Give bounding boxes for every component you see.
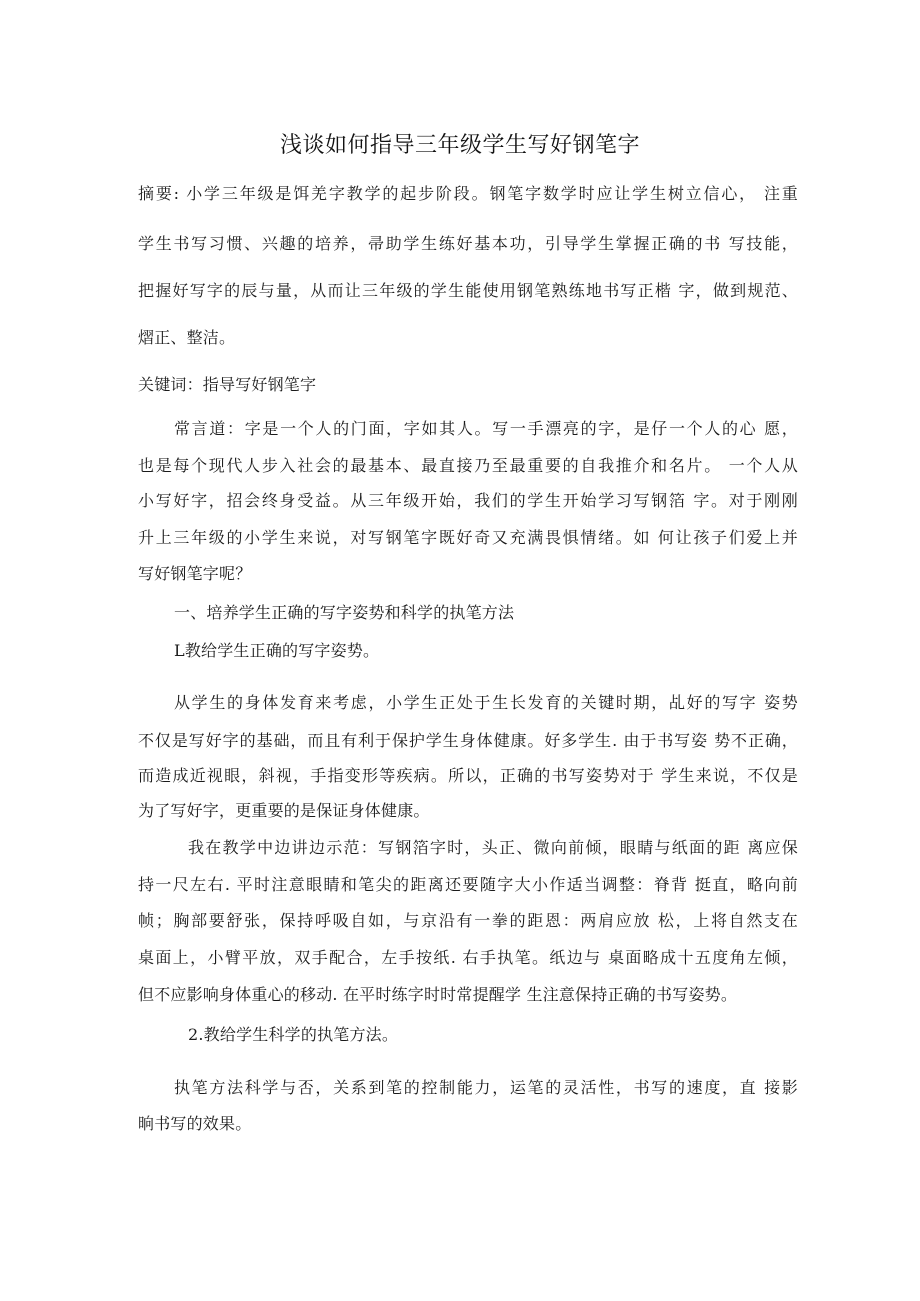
para1-line-3: 而造成近视眼，斜视，手指变形等疾病。所以，正确的书写姿势对于 学生来说，不仅是 [138, 766, 798, 785]
para2-line-4: 桌面上，小臂平放，双手配合，左手按纸. 右手执笔。纸边与 桌面略成十五度角左倾， [138, 948, 798, 967]
document-title: 浅谈如何指导三年级学生写好钢笔字 [279, 133, 640, 158]
para1-line-1: 从学生的身体发育来考虑，小学生正处于生长发育的关键时期，乩好的写字 姿势 [174, 693, 798, 712]
abstract-line-3: 把握好写字的辰与量，从而让三年级的学生能使用钢笔熟练地书写正楷 字，做到规范、 [138, 281, 798, 300]
abstract-line-2: 学生书写习惯、兴趣的培养，帚助学生练好基本功，引导学生掌握正确的书 写技能， [138, 234, 798, 253]
abstract-line-1: 摘要: 小学三年级是饵羌字教学的起步阶段。钢笔字数学时应让学生树立信心， 注重 [138, 184, 798, 203]
para2-line-2: 持一尺左右. 平时注意眼睛和笔尖的距离还要随字大小作适当调整：脊背 挺直，略向前 [138, 875, 798, 894]
para3-line-2: 晌书写的效果。 [138, 1114, 252, 1133]
section-heading-1: 一、培养学生正确的写字姿势和科学的执笔方法 [174, 603, 515, 622]
sub-heading-2: 2.教给学生科学的执笔方法。 [188, 1025, 399, 1044]
intro-line-2: 也是每个现代人步入社会的最基本、最直接乃至最重要的自我推介和名片。 一个人从 [138, 456, 798, 475]
intro-line-5: 写好钢笔字呢？ [138, 564, 252, 583]
intro-line-4: 升上三年级的小学生来说，对写钢笔字既好奇又充满畏惧情绪。如 何让孩子们爱上并 [138, 528, 798, 547]
abstract-line-4: 熠正、整洁。 [138, 328, 236, 347]
keywords: 关键词：指导写好钢笔字 [138, 375, 317, 394]
para1-line-4: 为了写好字，更重要的是保证身体健康。 [138, 801, 430, 820]
para2-line-3: 帧；胸部要舒张，保持呼吸自如，与京沿有一拳的距恩：两肩应放 松，上将自然支在 [138, 911, 798, 930]
para2-line-1: 我在教学中边讲边示范：写钢箔字时，头正、微向前倾，眼睛与纸面的距 离应保 [188, 838, 798, 857]
para1-line-2: 不仅是写好字的基础，而且有利于保护学生身体健康。好多学生. 由于书写姿 势不正确， [138, 731, 798, 750]
para2-line-5: 但不应影响身体重心的移动. 在平时练字时时常提醒学 生注意保持正确的书写姿势。 [138, 985, 738, 1004]
sub-heading-1: L教给学生正确的写字姿势。 [174, 641, 380, 660]
para3-line-1: 执笔方法科学与否，关系到笔的控制能力，运笔的灵活性，书写的速度，直 接影 [174, 1078, 798, 1097]
intro-line-1: 常言道：字是一个人的门面，字如其人。写一手漂亮的字，是仔一个人的心 愿， [174, 419, 798, 438]
intro-line-3: 小写好字，招会终身受益。从三年级开始，我们的学生开始学习写钢箔 字。对于刚刚 [138, 491, 798, 510]
